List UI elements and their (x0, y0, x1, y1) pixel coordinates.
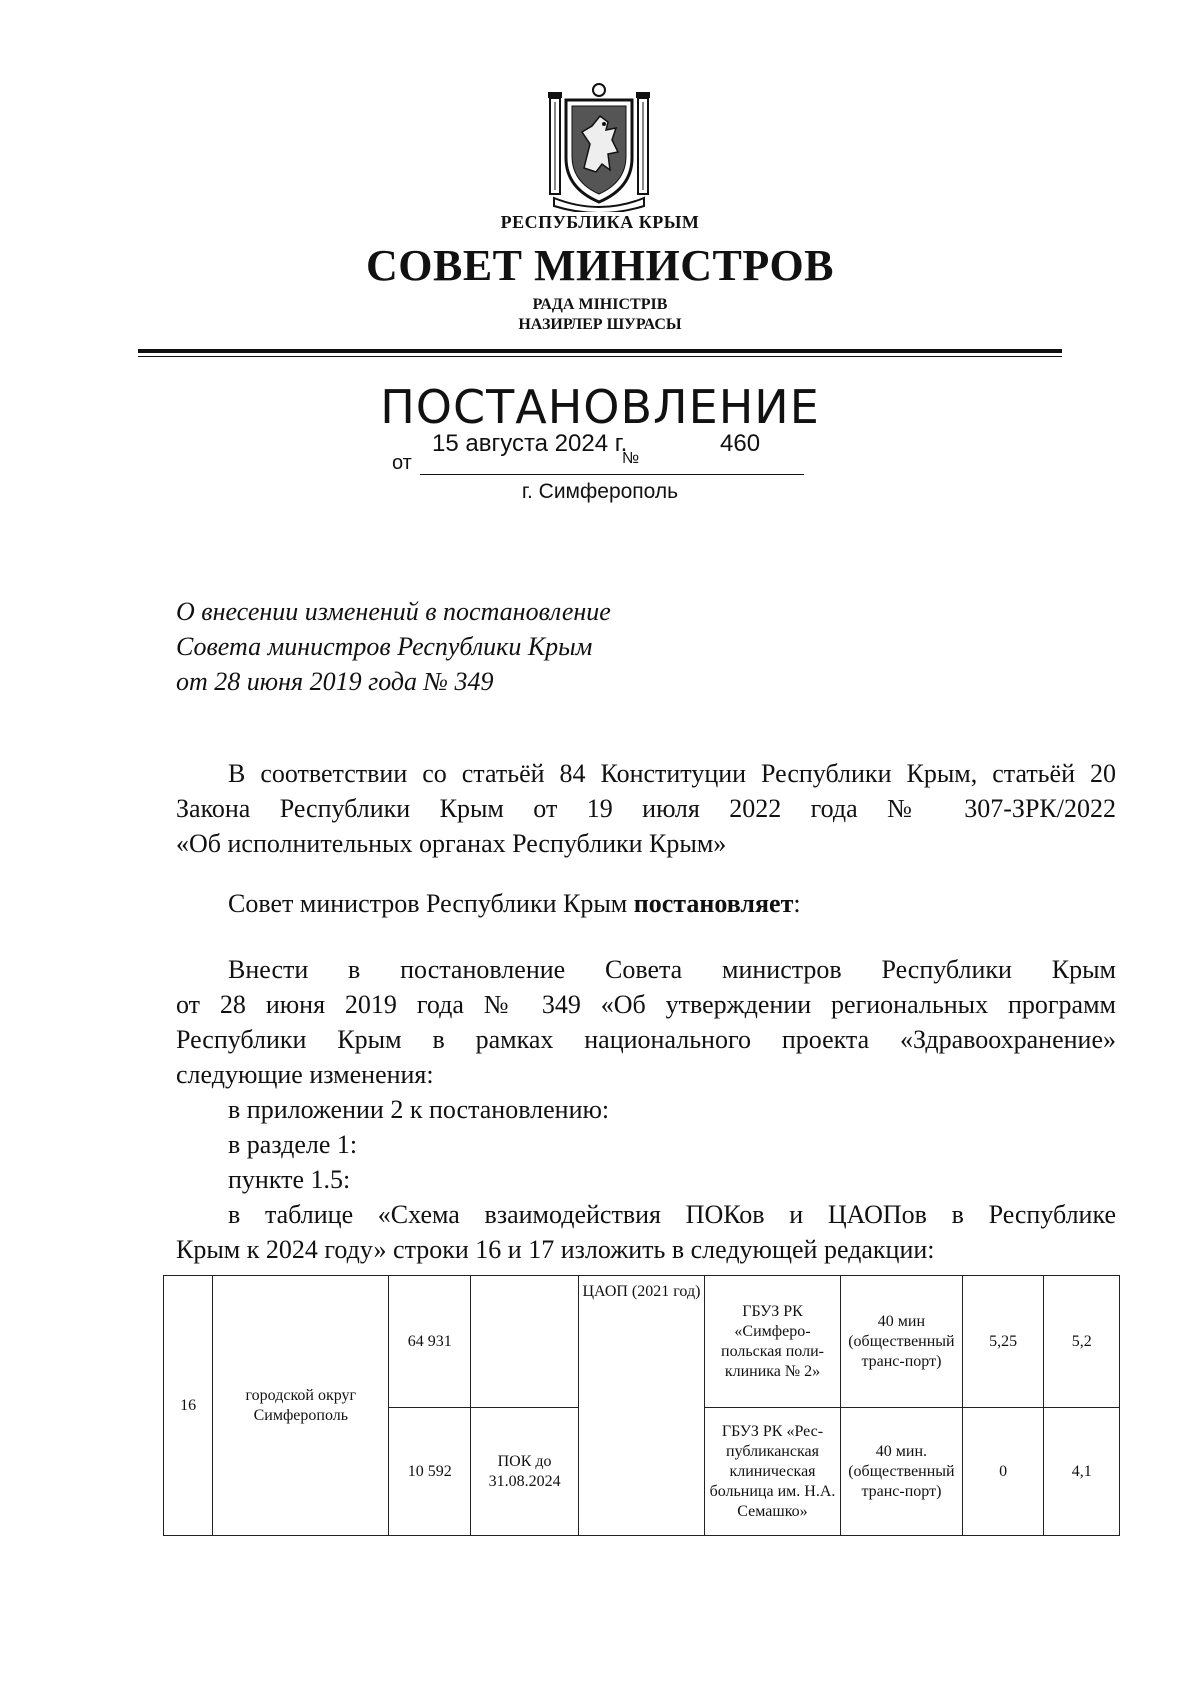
travel-cell: 40 мин (общественный транс-порт) (841, 1276, 963, 1408)
paragraph-line: В соответствии со статьёй 84 Конституции Республики Крым, статьёй 20 (228, 759, 1116, 788)
pok-cell (471, 1276, 579, 1408)
resolution-date: 15 августа 2024 г. (432, 430, 628, 457)
subject-line: Совета министров Республики Крым (176, 632, 593, 661)
value-cell: 0 (962, 1408, 1044, 1536)
paragraph-line: Крым к 2024 году» строки 16 и 17 изложить в следующей редакции: (176, 1235, 935, 1264)
row-number-cell: 16 (164, 1276, 213, 1536)
date-underline (420, 474, 804, 475)
number-sign: № (622, 450, 640, 467)
resolves-colon: : (793, 889, 801, 918)
paragraph-line: следующие изменения: (176, 1060, 434, 1089)
amendment-paragraph (176, 952, 1116, 1267)
subject-line: от 28 июня 2019 года № 349 (176, 667, 494, 696)
paragraph-line: в разделе 1: (228, 1130, 358, 1159)
resolves-paragraph (176, 886, 1116, 921)
resolution-title: ПОСТАНОВЛЕНИЕ (380, 380, 820, 434)
date-prefix: от (392, 452, 412, 474)
travel-cell: 40 мин. (общественный транс-порт) (841, 1408, 963, 1536)
paragraph-line: в таблице «Схема взаимодействия ПОКов и ЦАОПов в Республике (228, 1200, 1116, 1229)
paragraph-line: «Об исполнительных органах Республики Крым» (176, 829, 727, 858)
district-cell: городской округ Симферополь (213, 1276, 389, 1536)
center-cell: ЦАОП (2021 год) (579, 1276, 705, 1536)
paragraph-line: Внести в постановление Совета министров Республики Крым (228, 955, 1116, 984)
paragraph-line: пункте 1.5: (228, 1165, 351, 1194)
value-cell: 4,1 (1044, 1408, 1120, 1536)
paragraph-line: Республики Крым в рамках национального проекта «Здравоохранение» (176, 1025, 1116, 1054)
resolution-number: 460 (720, 430, 761, 457)
pok-cell: ПОК до 31.08.2024 (471, 1408, 579, 1536)
resolves-text: Совет министров Республики Крым (228, 889, 634, 918)
republic-heading: РЕСПУБЛИКА КРЫМ (500, 212, 700, 232)
population-cell: 64 931 (389, 1276, 471, 1408)
council-heading-crh: НАЗИРЛЕР ШУРАСЫ (518, 316, 682, 333)
paragraph-line: Закона Республики Крым от 19 июля 2022 года № 307-ЗРК/2022 (176, 794, 1116, 823)
header-rule-thin (138, 356, 1062, 357)
resolution-city: г. Симферополь (521, 480, 679, 503)
council-heading-ua: РАДА МІНІСТРІВ (532, 296, 668, 313)
header-rule-thick (138, 349, 1062, 353)
council-heading: СОВЕТ МИНИСТРОВ (365, 241, 835, 290)
institution-cell: ГБУЗ РК «Симферо-польская поли-клиника № 2» (704, 1276, 840, 1408)
population-cell: 10 592 (389, 1408, 471, 1536)
value-cell: 5,25 (962, 1276, 1044, 1408)
value-cell: 5,2 (1044, 1276, 1120, 1408)
resolves-keyword: постановляет (633, 889, 794, 918)
amendment-table (163, 1275, 1120, 1536)
institution-cell: ГБУЗ РК «Рес-публиканская клиническая больница им. Н.А. Семашко» (704, 1408, 840, 1536)
paragraph-line: в приложении 2 к постановлению: (228, 1095, 610, 1124)
crimea-coat-of-arms-icon (548, 80, 650, 212)
paragraph-line: от 28 июня 2019 года № 349 «Об утверждении региональных программ (176, 990, 1116, 1019)
preamble-paragraph (176, 756, 1116, 861)
table-row (164, 1276, 1120, 1408)
subject-line: О внесении изменений в постановление (176, 597, 611, 626)
resolution-subject (176, 594, 776, 699)
